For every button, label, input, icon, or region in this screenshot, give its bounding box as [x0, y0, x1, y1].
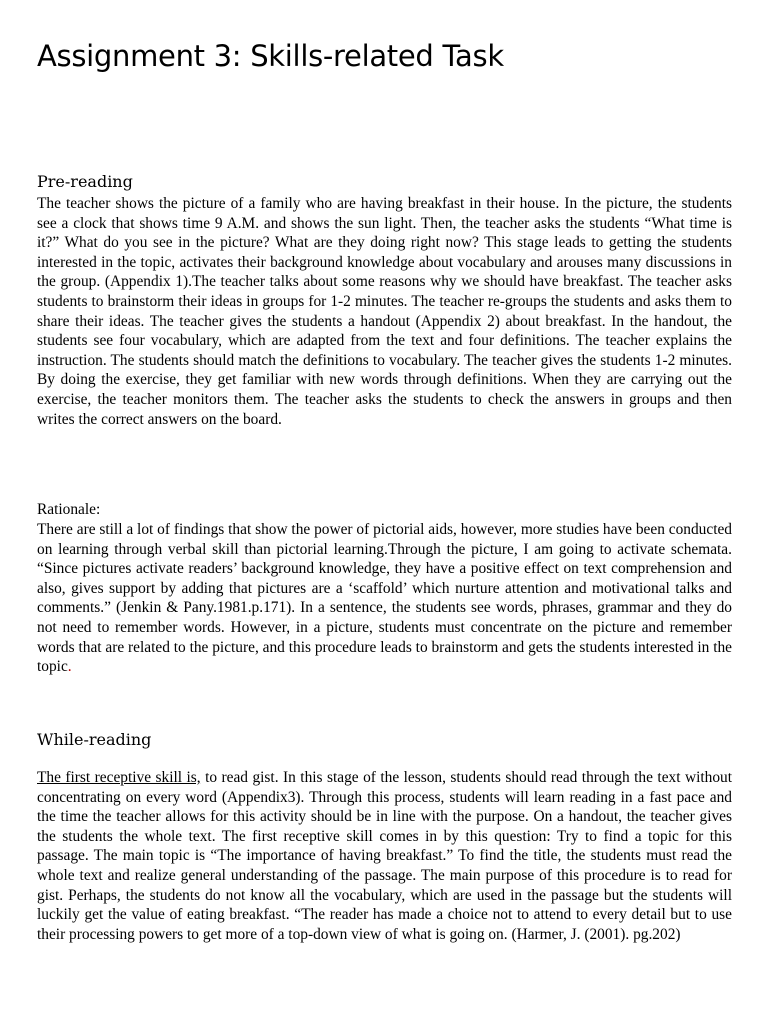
rationale-text: There are still a lot of findings that show the power of pictorial aids, however, more studies have been conducted on learning through verbal skill than pictorial learning.Through the picture, I am going to activate schemata. “Since pictures activate readers’ background knowledge, they have a positive effect on text comprehension and also, gives support by adding that pictures are a ‘scaffold’ which nurture attention and motivational talks and comments.” (Jenkin & Pany.1981.p.171). In a sentence, the students see words, phrases, grammar and they do not need to remember words. However, in a picture, students must concentrate on the picture and remember words that are related to the picture, and this procedure leads to brainstorm and gets the students interested in the topic — [37, 521, 732, 676]
pre-reading-paragraph: The teacher shows the picture of a family who are having breakfast in their house. In the picture, the students see a clock that shows time 9 A.M. and shows the sun light. Then, the teacher asks the students “What time is it?” What do you see in the picture? What are they doing right now? This stage leads to getting the students interested in the topic, activates their background knowledge about vocabulary and arouses many discussions in the group. (Appendix 1).The teacher talks about some reasons why we should have breakfast. The teacher asks students to brainstorm their ideas in groups for 1-2 minutes. The teacher re-groups the students and asks them to share their ideas. The teacher gives the students a handout (Appendix 2) about breakfast. In the handout, the students see four vocabulary, which are adapted from the text and four definitions. The teacher explains the instruction. The students should match the definitions to vocabulary. The teacher gives the students 1-2 minutes. By doing the exercise, they get familiar with new words through definitions. When they are carrying out the exercise, the teacher monitors them. The teacher asks the students to check the answers in groups and then writes the correct answers on the board. — [37, 195, 732, 428]
rationale-end-mark: . — [67, 658, 72, 676]
section-heading-while-reading: While-reading — [37, 730, 152, 749]
while-reading-paragraph — [37, 768, 732, 944]
document-title: Assignment 3: Skills-related Task — [37, 39, 504, 73]
while-reading-lead: The first receptive skill is, — [37, 769, 201, 786]
rationale-paragraph — [37, 520, 732, 677]
while-reading-text: to read gist. In this stage of the lesson, students should read through the text without concentrating on every word (Appendix3). Through this process, students will learn reading in a fast pace and the time the teacher allows for this activity should be in line with the purpose. On a handout, the teacher gives the students the whole text. The first receptive skill comes in by this question: Try to find a topic for this passage. The main topic is “The importance of having breakfast.” To find the title, the students must read the whole text and realize general understanding of the passage. The main purpose of this procedure is to read for gist. Perhaps, the students do not know all the vocabulary, which are used in the passage but the students will luckily get the value of eating breakfast. “The reader has made a choice not to attend to every detail but to use their processing powers to get more of a top-down view of what is going on. (Harmer, J. (2001). pg.202) — [37, 769, 732, 943]
section-heading-pre-reading: Pre-reading — [37, 172, 133, 191]
rationale-heading: Rationale: — [37, 501, 101, 518]
